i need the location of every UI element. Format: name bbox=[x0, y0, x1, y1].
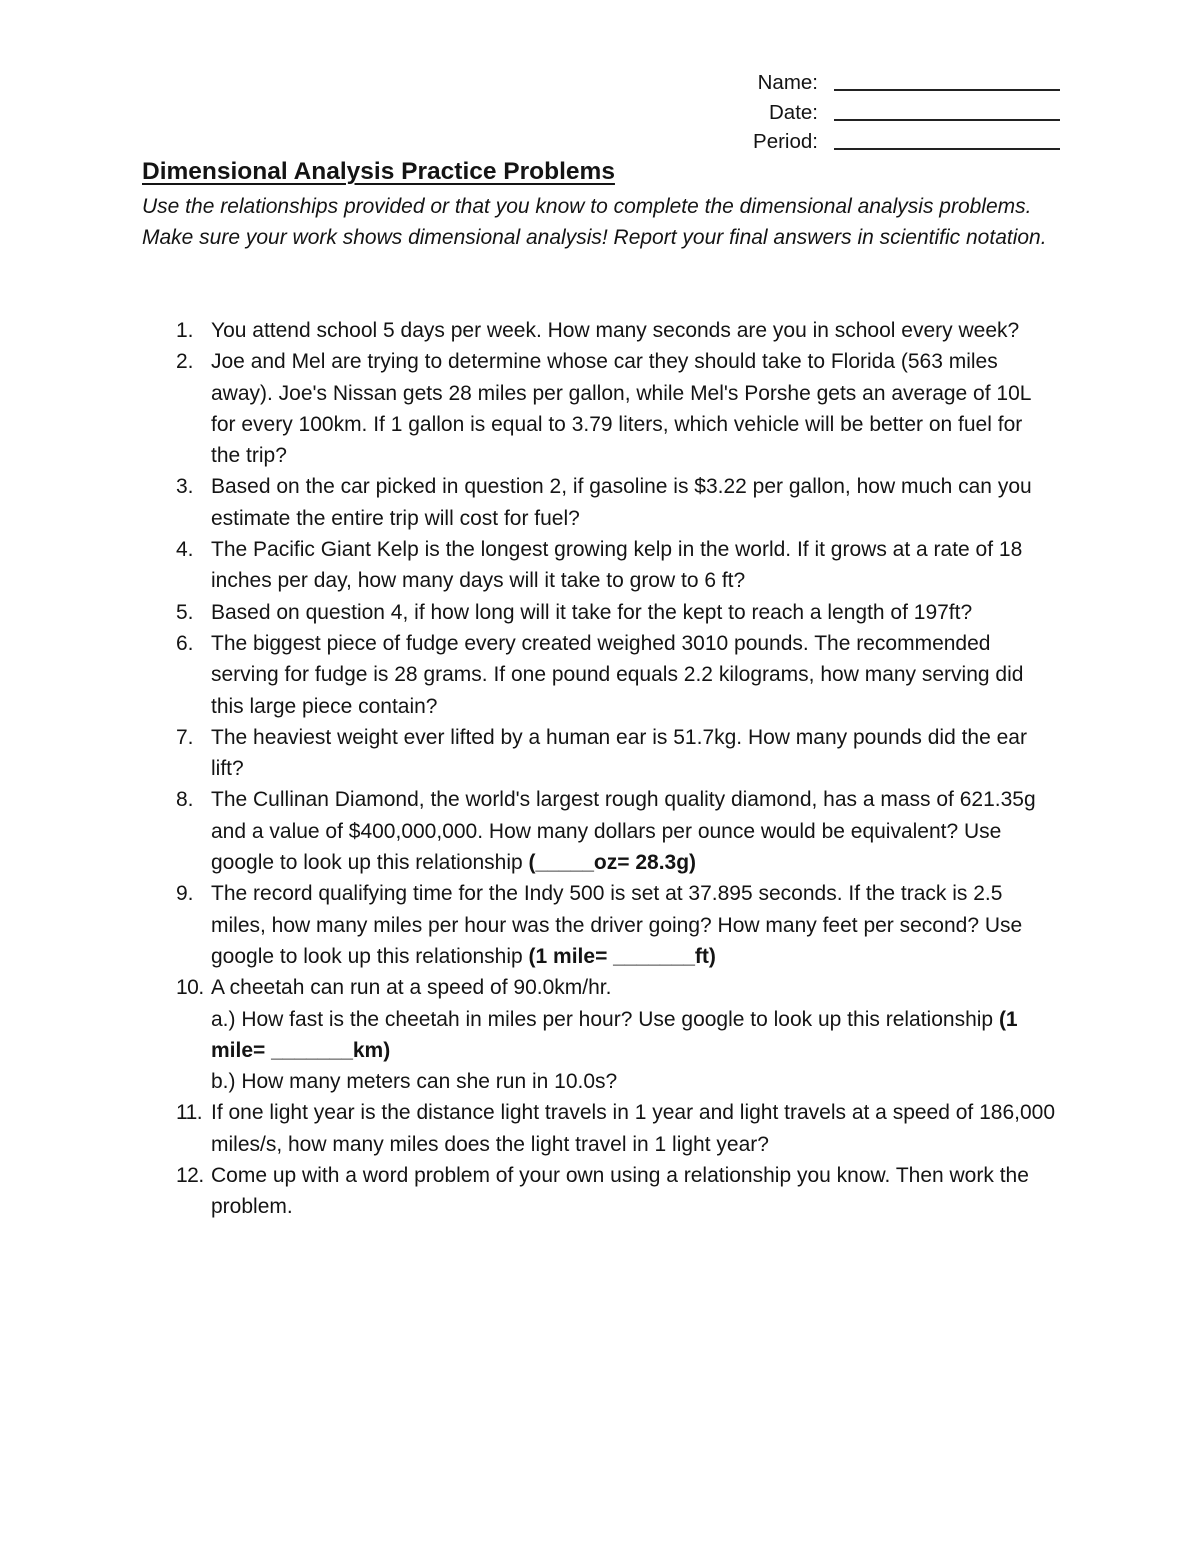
problem-text: The Pacific Giant Kelp is the longest growing kelp in the world. If it grows at a rate of 18 inches per day, how many days will it take to grow to 6 ft? bbox=[211, 538, 1023, 593]
problem-number: 9. bbox=[176, 882, 194, 906]
problem-item bbox=[142, 784, 1057, 878]
problem-number: 5. bbox=[176, 600, 194, 624]
problem-text: A cheetah can run at a speed of 90.0km/hr. bbox=[211, 976, 612, 1000]
problem-item bbox=[142, 628, 1057, 722]
student-info-fields bbox=[640, 68, 1060, 157]
name-label: Name: bbox=[757, 71, 818, 94]
problem-text: The biggest piece of fudge every created weighed 3010 pounds. The recommended serving for fudge is 28 grams. If one pound equals 2.2 kilograms, how many serving did this large piece contain? bbox=[211, 631, 1024, 718]
problem-number: 2. bbox=[176, 350, 194, 374]
problem-text: Based on the car picked in question 2, if gasoline is $3.22 per gallon, how much can you estimate the entire trip will cost for fuel? bbox=[211, 475, 1032, 530]
problem-item bbox=[142, 722, 1057, 785]
period-field-row bbox=[640, 127, 1060, 157]
period-blank-line bbox=[834, 130, 1060, 150]
problem-item bbox=[142, 1097, 1057, 1160]
name-field-row bbox=[640, 68, 1060, 98]
instructions: Use the relationships provided or that you know to complete the dimensional analysis problems. Make sure your work shows dimensional analysis! Report your final answers in scientific notation. bbox=[142, 195, 1047, 250]
problem-text: The heaviest weight ever lifted by a human ear is 51.7kg. How many pounds did the ear lift? bbox=[211, 725, 1027, 781]
sub-question-a bbox=[211, 1004, 1057, 1067]
problem-text: Joe and Mel are trying to determine whose car they should take to Florida (563 miles away). Joe's Nissan gets 28 miles per gallon, while Mel's Porshe gets an average of 10L for every 100km. If 1 gallon is equal to 3.79 liters, which vehicle will be better on fuel for the trip? bbox=[211, 350, 1031, 468]
problem-item bbox=[142, 878, 1057, 972]
problem-item bbox=[142, 315, 1057, 346]
sub-question-b: b.) How many meters can she run in 10.0s? bbox=[211, 1070, 618, 1094]
problem-item bbox=[142, 471, 1057, 534]
problem-number: 7. bbox=[176, 725, 194, 749]
relationship-blank: (_____oz= 28.3g) bbox=[528, 851, 697, 875]
date-blank-line bbox=[834, 101, 1060, 121]
date-label: Date: bbox=[769, 100, 818, 124]
worksheet-title: Dimensional Analysis Practice Problems bbox=[142, 158, 615, 185]
problem-text: The record qualifying time for the Indy 500 is set at 37.895 seconds. If the track is 2.5 miles, how many miles per hour was the driver going? How many feet per second? Use google to look up this relationship bbox=[211, 882, 1023, 968]
problem-number: 1. bbox=[176, 319, 194, 342]
problem-item bbox=[142, 597, 1057, 628]
problem-text: If one light year is the distance light travels in 1 year and light travels at a speed of 186,000 miles/s, how many miles does the light travel in 1 light year? bbox=[211, 1101, 1056, 1156]
problem-item bbox=[142, 534, 1057, 597]
problem-text: The Cullinan Diamond, the world's largest rough quality diamond, has a mass of 621.35g and a value of $400,000,000. How many dollars per ounce would be equivalent? Use google to look up this relationship bbox=[211, 788, 1036, 875]
name-blank-line bbox=[834, 71, 1060, 91]
problem-text: Come up with a word problem of your own using a relationship you know. Then work the problem. bbox=[211, 1164, 1029, 1219]
relationship-blank: (1 mile= _______ft) bbox=[528, 944, 716, 968]
problem-number: 10. bbox=[176, 976, 204, 1000]
relationship-blank: (1 mile= _______km) bbox=[211, 1007, 1018, 1062]
period-label: Period: bbox=[753, 130, 818, 153]
problem-number: 6. bbox=[176, 631, 194, 655]
problem-number: 4. bbox=[176, 538, 194, 562]
problem-list bbox=[142, 315, 1057, 1223]
problem-number: 11. bbox=[176, 1101, 203, 1125]
problem-item bbox=[142, 346, 1057, 471]
problem-text: You attend school 5 days per week. How many seconds are you in school every week? bbox=[211, 319, 1020, 342]
problem-text: Based on question 4, if how long will it take for the kept to reach a length of 197ft? bbox=[211, 600, 973, 624]
problem-item bbox=[142, 1160, 1057, 1223]
problem-number: 12. bbox=[176, 1164, 204, 1188]
problem-number: 8. bbox=[176, 788, 194, 812]
problem-number: 3. bbox=[176, 475, 194, 499]
problem-item bbox=[142, 972, 1057, 1097]
sub-question-a-text: a.) How fast is the cheetah in miles per hour? Use google to look up this relationship bbox=[211, 1007, 999, 1031]
date-field-row bbox=[640, 98, 1060, 128]
